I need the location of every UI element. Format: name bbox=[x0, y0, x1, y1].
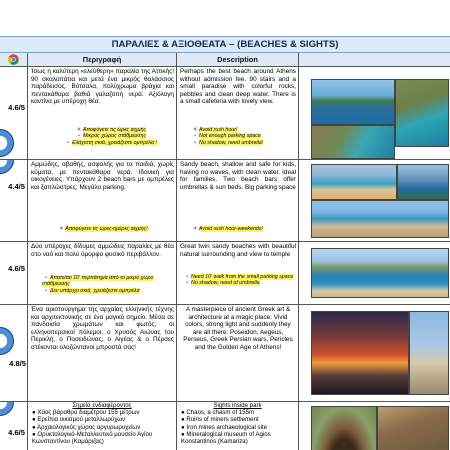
bullet-icon: ● bbox=[181, 416, 185, 424]
rating-value: 4.6/5 bbox=[8, 428, 25, 437]
greek-bullet: Αποφύγετε τις ώρες αιχμής bbox=[82, 127, 147, 133]
bullet-icon: ● bbox=[181, 423, 185, 431]
english-description-cell bbox=[177, 242, 299, 304]
parking-icon: • bbox=[186, 274, 188, 280]
list-item bbox=[32, 431, 176, 445]
beach-photo bbox=[395, 79, 449, 147]
english-bullet: Avoid rush hour! bbox=[199, 127, 238, 133]
list-item bbox=[32, 424, 176, 431]
english-sights-cell bbox=[177, 402, 299, 450]
photo-cell bbox=[299, 242, 450, 304]
english-bullet: Not enough parking space bbox=[199, 133, 261, 140]
park-logo bbox=[0, 327, 14, 355]
rating-value: 4.6/5 bbox=[8, 103, 25, 112]
greek-description-cell bbox=[28, 305, 177, 401]
table-row bbox=[0, 242, 450, 305]
table-header-row bbox=[0, 53, 450, 67]
sun-icon: ☀ bbox=[192, 127, 198, 133]
rating-value: 4.4/5 bbox=[8, 182, 25, 191]
list-item-text: Αρχαιολογικός χώρος αργυρωρυχείων bbox=[37, 423, 141, 431]
rating-cell bbox=[0, 242, 28, 304]
greek-bullet: Ελάχιστη σκιά, χρειάζεστε ομπρέλα ! bbox=[72, 139, 157, 146]
table-row bbox=[0, 67, 450, 160]
beach-photo bbox=[311, 248, 449, 298]
english-description-cell bbox=[177, 67, 299, 159]
list-item bbox=[181, 409, 298, 416]
bullet-icon: ● bbox=[181, 430, 185, 438]
park-logo bbox=[0, 160, 14, 174]
greek-bullet: Αποφύγετε τις ώρες-ημέρες αιχμής! bbox=[65, 226, 148, 232]
english-bullet: Avoid rush hour-weekends! bbox=[199, 226, 263, 232]
table-row bbox=[0, 305, 450, 402]
header-english-description: Description bbox=[177, 53, 299, 66]
mines-photo bbox=[377, 406, 449, 450]
english-bullet: Need 10' walk from the small parking space bbox=[191, 274, 294, 280]
list-item bbox=[32, 409, 176, 416]
english-description: Great twin sandy beaches with beautiful natural surrounding and view to temple bbox=[180, 243, 296, 258]
list-item-text: Ruins of miners settlement bbox=[186, 416, 259, 424]
rating-cell bbox=[0, 160, 28, 241]
table-row bbox=[0, 160, 450, 242]
chrome-icon bbox=[8, 54, 19, 65]
english-sights-title: Sights inside park bbox=[213, 402, 262, 409]
page-title: ΠΑΡΑΛΙΕΣ & ΑΞΙΟΘΕΑΤΑ – (BEACHES & SIGHTS) bbox=[0, 36, 450, 53]
list-item bbox=[181, 424, 298, 431]
beach-photo bbox=[311, 164, 397, 200]
list-item bbox=[32, 416, 176, 423]
greek-bullet-list bbox=[42, 275, 175, 294]
rating-value: 4.6/5 bbox=[8, 264, 25, 273]
parking-icon: • bbox=[78, 133, 80, 140]
greek-description: Ίσως η καλύτερη «ελεύθερη» παραλία της Αττικής! 90 σκαλοπάτια και μετά ένα μικρός θαλάσσιος παράδεισος. Βότσαλα, πολύχρωμα βράχια και πεντακάθαρα βαθιά γαλαζοπή νερά. Αξιόλογη καντίνα με υπέροχη θέα. bbox=[31, 68, 174, 105]
sun-icon: ☀ bbox=[58, 226, 64, 232]
header-images-cell bbox=[299, 53, 450, 66]
bullet-icon: ● bbox=[32, 416, 36, 424]
greek-description: Αμμώδης, αβαθής, ασφαλής για τα παιδιά, χωρίς κύματα, με πεντακάθαρα νερά. Ιδανική για οικογένειες. Υπάρχουν 2 beach bars με ομπρέλες και ξαπλώστρες. Μεγάλο parking. bbox=[31, 161, 174, 191]
park-logo bbox=[0, 129, 14, 157]
greek-sights-title: Σημεία ενδιαφέροντος bbox=[72, 402, 132, 409]
english-bullet: No shadow, need of umbrella bbox=[191, 280, 260, 287]
greek-bullet: Απατείται 10' περπάτημα από το μικρό χώρο στάθμευσης bbox=[42, 275, 154, 288]
park-logo bbox=[0, 402, 14, 416]
english-description: Perhaps the best beach around Athens without admission fee. 90 stairs and a small paradise with colorful rocks, pebbles and clean deep water. There is a small cafeteria with lovely view. bbox=[180, 68, 296, 105]
rating-cell bbox=[0, 402, 28, 450]
list-item-text: Ορυκτολογικό-Μεταλλευτικό μουσείο Αγίου Κωνσταντίνου (Καμάριζας) bbox=[32, 430, 153, 446]
table-row bbox=[0, 402, 450, 450]
list-item-text: Chaos, a chasm of 155m bbox=[186, 409, 255, 417]
list-item bbox=[181, 416, 298, 423]
list-item-text: Χάος βάραθρο διαμέτρου 155 μέτρων bbox=[37, 409, 140, 417]
beach-photo bbox=[311, 79, 395, 125]
photo-cell bbox=[299, 305, 450, 401]
greek-bullet-list bbox=[46, 127, 175, 146]
beach-photo bbox=[397, 164, 449, 200]
list-item-text: Mineralogical museum of Agios Konstantinos (Kamariza) bbox=[181, 430, 271, 446]
bullet-icon: ● bbox=[32, 409, 36, 417]
umbrella-icon: • bbox=[45, 287, 47, 294]
chasm-photo bbox=[311, 406, 377, 450]
english-description: Sandy beach, shallow and safe for kids, having no waves, with clean water. Ideal for families. Two beach bars offer umbrellas & sun beds. Big parking space bbox=[180, 161, 296, 191]
greek-bullet-list bbox=[30, 226, 175, 232]
photo-cell bbox=[299, 67, 450, 159]
bullet-icon: ● bbox=[32, 423, 36, 431]
english-description: A masterpiece of ancient Greek art & architecture at a magic place. Vivid colors, strong light and suddenly they are all there: Poseidon, Aegeus, Perseus, Greek Persian wars, Pericles and the Golden Age of Athens! bbox=[183, 306, 293, 351]
header-greek-description: Περιγραφή bbox=[28, 53, 177, 66]
bullet-icon: ● bbox=[32, 430, 36, 438]
rating-cell bbox=[0, 67, 28, 159]
photo-cell bbox=[299, 160, 450, 241]
greek-sights-list bbox=[28, 409, 176, 445]
greek-description-cell bbox=[28, 242, 177, 304]
bullet-icon: ● bbox=[181, 409, 185, 417]
greek-bullet: Μικρός χώρος στάθμευσης bbox=[82, 133, 147, 140]
parking-icon: • bbox=[194, 133, 196, 140]
english-sights-list bbox=[177, 409, 298, 445]
temple-photo bbox=[409, 311, 449, 395]
english-bullet-list bbox=[183, 274, 297, 287]
english-description-cell bbox=[177, 305, 299, 401]
list-item-text: Iron mines archaeological site bbox=[186, 423, 268, 431]
english-bullet-list bbox=[191, 127, 297, 146]
list-item-text: Ερείπια οικισμού μεταλλωρύχων bbox=[37, 416, 126, 424]
greek-description: Δύο υπέροχες δίδυμες αμμώδεις παραλίες με θέα στο ναό και πολύ όμορφο φυσικό περιβάλλον. bbox=[31, 243, 174, 258]
rating-value: 4.8/5 bbox=[9, 359, 26, 368]
photo-cell bbox=[299, 402, 450, 450]
english-bullet: No shadow, need umbrella! bbox=[199, 139, 264, 146]
umbrella-icon: • bbox=[67, 139, 69, 146]
greek-description-cell bbox=[28, 160, 177, 241]
greek-bullet: Δεν υπάρχει σκιά, χρειάζεστε ομπρέλα bbox=[50, 287, 140, 294]
beach-photo bbox=[311, 200, 449, 238]
parking-icon: • bbox=[45, 275, 47, 281]
english-bullet-list bbox=[191, 226, 297, 232]
header-rating-cell bbox=[0, 53, 28, 66]
greek-description: Ένα αριστούργημα της αρχαίας ελληνικής τέχνης και αρχιτεκτονικής σε ένα μαγικό σημείο. Μέσα σε πανδαισία χρωμάτων και φωτός, οι ελληνοπερσικοί πόλεμοι, ο Χρυσός Αιώνας του Περικλή, ο Ποσειδώνας, ο Αιγέας & ο Πέρσες στέκονται ολοζώντανοι μπροστά σας! bbox=[31, 306, 174, 351]
rating-cell bbox=[0, 305, 28, 401]
umbrella-icon: • bbox=[186, 280, 188, 287]
sun-icon: ☀ bbox=[192, 226, 198, 232]
beach-photo bbox=[311, 125, 395, 159]
greek-description-cell bbox=[28, 67, 177, 159]
greek-sights-cell bbox=[28, 402, 177, 450]
list-item bbox=[181, 431, 298, 445]
umbrella-icon: • bbox=[194, 139, 196, 146]
temple-photo bbox=[311, 311, 409, 395]
english-description-cell bbox=[177, 160, 299, 241]
sun-icon: ☀ bbox=[76, 127, 82, 133]
